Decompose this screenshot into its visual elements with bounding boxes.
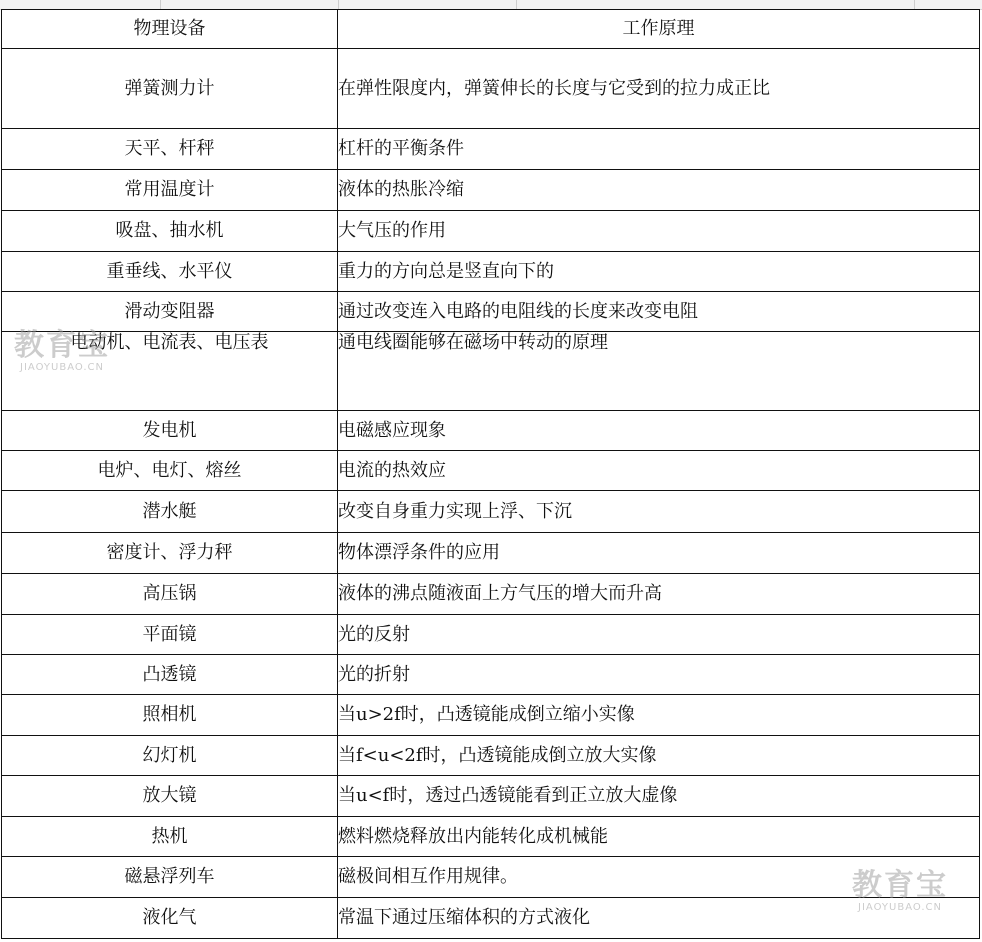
principle-cell: 燃料燃烧释放出内能转化成机械能 xyxy=(338,817,980,857)
table-row xyxy=(2,695,980,736)
principle-cell: 光的反射 xyxy=(338,615,980,655)
device-principle-table xyxy=(1,9,980,939)
table-row xyxy=(2,898,980,939)
principle-cell: 重力的方向总是竖直向下的 xyxy=(338,252,980,292)
column-divider xyxy=(338,0,339,9)
device-cell: 放大镜 xyxy=(2,776,338,817)
principle-cell: 物体漂浮条件的应用 xyxy=(338,533,980,574)
table-row xyxy=(2,736,980,776)
device-cell: 高压锅 xyxy=(2,574,338,615)
table-row xyxy=(2,292,980,332)
principle-cell: 电流的热效应 xyxy=(338,451,980,491)
device-cell: 平面镜 xyxy=(2,615,338,655)
table-row xyxy=(2,451,980,491)
device-cell: 弹簧测力计 xyxy=(2,49,338,129)
table-row xyxy=(2,655,980,695)
principle-cell: 通过改变连入电路的电阻线的长度来改变电阻 xyxy=(338,292,980,332)
header-principle: 工作原理 xyxy=(338,10,980,49)
principle-cell: 当f<u<2f时，凸透镜能成倒立放大实像 xyxy=(338,736,980,776)
principle-cell: 电磁感应现象 xyxy=(338,411,980,451)
principle-cell: 磁极间相互作用规律。 xyxy=(338,857,980,898)
device-cell: 磁悬浮列车 xyxy=(2,857,338,898)
table-row xyxy=(2,170,980,211)
table-row xyxy=(2,411,980,451)
device-cell: 天平、杆秤 xyxy=(2,129,338,170)
principle-cell: 在弹性限度内，弹簧伸长的长度与它受到的拉力成正比 xyxy=(338,49,980,129)
principle-cell: 液体的沸点随液面上方气压的增大而升高 xyxy=(338,574,980,615)
device-cell: 密度计、浮力秤 xyxy=(2,533,338,574)
table-row xyxy=(2,574,980,615)
watermark-url: JIAOYUBAO.CN xyxy=(858,902,942,913)
principle-cell: 常温下通过压缩体积的方式液化 xyxy=(338,898,980,939)
watermark-brand: 教育宝 xyxy=(14,328,110,363)
principle-cell: 通电线圈能够在磁场中转动的原理 xyxy=(338,332,980,411)
principle-cell: 当u>2f时，凸透镜能成倒立缩小实像 xyxy=(338,695,980,736)
principle-cell: 光的折射 xyxy=(338,655,980,695)
table-row xyxy=(2,776,980,817)
table-row xyxy=(2,817,980,857)
device-cell: 常用温度计 xyxy=(2,170,338,211)
watermark-url: JIAOYUBAO.CN xyxy=(20,362,104,373)
principle-cell: 杠杆的平衡条件 xyxy=(338,129,980,170)
device-cell: 凸透镜 xyxy=(2,655,338,695)
device-cell: 照相机 xyxy=(2,695,338,736)
principle-cell: 大气压的作用 xyxy=(338,211,980,252)
table-row xyxy=(2,252,980,292)
table-row xyxy=(2,615,980,655)
table-row xyxy=(2,129,980,170)
table-row xyxy=(2,49,980,129)
header-device: 物理设备 xyxy=(2,10,338,49)
principle-cell: 液体的热胀冷缩 xyxy=(338,170,980,211)
device-cell: 吸盘、抽水机 xyxy=(2,211,338,252)
column-divider xyxy=(516,0,517,9)
table-row xyxy=(2,533,980,574)
device-cell: 幻灯机 xyxy=(2,736,338,776)
device-cell: 潜水艇 xyxy=(2,491,338,533)
table-row xyxy=(2,491,980,533)
principle-cell: 改变自身重力实现上浮、下沉 xyxy=(338,491,980,533)
table-row xyxy=(2,332,980,411)
principle-cell: 当u<f时，透过凸透镜能看到正立放大虚像 xyxy=(338,776,980,817)
table-row xyxy=(2,211,980,252)
column-divider xyxy=(914,0,915,9)
table-row xyxy=(2,857,980,898)
watermark-brand: 教育宝 xyxy=(852,868,948,903)
device-cell: 电炉、电灯、熔丝 xyxy=(2,451,338,491)
device-cell: 热机 xyxy=(2,817,338,857)
device-cell: 电动机、电流表、电压表 xyxy=(2,332,338,411)
device-cell: 重垂线、水平仪 xyxy=(2,252,338,292)
column-divider xyxy=(160,0,161,9)
device-cell: 滑动变阻器 xyxy=(2,292,338,332)
device-cell: 液化气 xyxy=(2,898,338,939)
device-cell: 发电机 xyxy=(2,411,338,451)
header-row xyxy=(2,10,980,49)
